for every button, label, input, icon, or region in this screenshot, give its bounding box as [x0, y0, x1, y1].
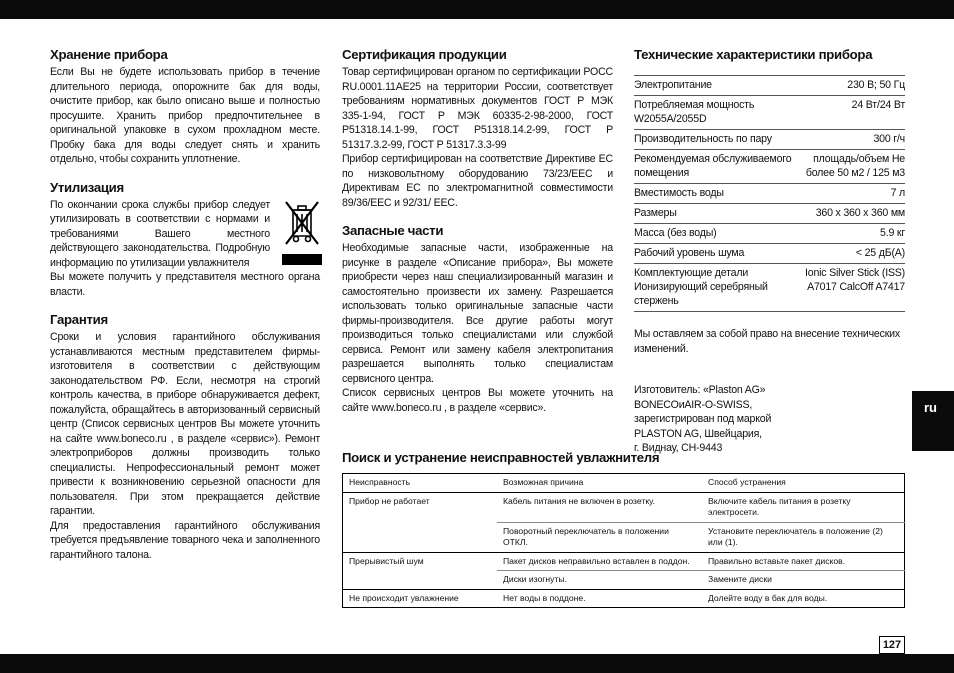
specs-title: Технические характеристики прибора [634, 47, 873, 62]
cell-fault: Прибор не работает [343, 492, 498, 522]
spec-value: Ionic Silver Stick (ISS) A7017 CalcOff A7417 [804, 264, 905, 312]
table-row [634, 224, 905, 244]
table-row [634, 244, 905, 264]
spec-label: Вместимость воды [634, 184, 804, 204]
header-fault: Неисправность [349, 477, 411, 487]
table-row [634, 184, 905, 204]
spec-label: Размеры [634, 204, 804, 224]
cell-fix: Замените диски [702, 571, 905, 590]
parts-section [342, 223, 613, 415]
parts-text-2: Список сервисных центров Вы можете уточнить на сайте www.boneco.ru , в разделе «сервис». [342, 387, 613, 414]
troubleshooting-table [342, 473, 905, 608]
manufacturer-line: г. Виднау, CH-9443 [634, 442, 723, 454]
certification-text: Товар сертифицирован органом по сертификации РОСС RU.0001.11АЕ25 на территории России, соответствует требованиям нормативных документов ГОСТ Р МЭК 335-1-94, ГОСТ Р МЭК 60335-2-98-2000, ГОСТ Р51318.14.1-99, ГОСТ Р51318.14.2-99, ГОСТ Р 51317.3.2-99, ГОСТ Р 51317.3.3-99 [342, 66, 613, 151]
specs-notice: Мы оставляем за собой право на внесение технических изменений. [634, 328, 900, 355]
parts-title: Запасные части [342, 223, 444, 238]
troubleshooting-section [342, 450, 905, 608]
storage-text: Если Вы не будете использовать прибор в течение длительного периода, опорожните бак для воды, очистите прибор, как было описано выше и полностью просушите. Хранить прибор предпочтительнее в оригинальной упаковке в сухом прохладном месте. Пробку бака для воды следует снять и хранить отдельно, чтобы сохранить уплотнение. [50, 66, 320, 165]
table-row [343, 552, 905, 571]
warranty-title: Гарантия [50, 312, 108, 327]
top-bar [0, 0, 954, 19]
certification-section [342, 47, 613, 210]
warranty-text-2: Для предоставления гарантийного обслуживания требуется предъявление товарного чека и заполненного гарантийного талона. [50, 519, 320, 561]
disposal-bar [282, 254, 322, 265]
parts-text: Необходимые запасные части, изображенные на рисунке в разделе «Описание прибора», Вы можете приобрести через наш специализированный магазин и самостоятельно произвести их замену. Разрешается использовать только оригинальные запасные части фирмы-производителя. Все другие работы могут производиться только специалистами или службой сервиса. Ремонт или замену кабеля электропитания разрешается выполнять только специалистам сервисного центра. [342, 242, 613, 385]
warranty-section [50, 312, 320, 562]
table-row [343, 492, 905, 522]
troubleshooting-title: Поиск и устранение неисправностей увлажнителя [342, 450, 660, 465]
manufacturer-line: PLASTON AG, Швейцария, [634, 427, 762, 440]
spec-label: Рабочий уровень шума [634, 244, 804, 264]
disposal-text: По окончании срока службы прибор следует утилизировать в соответствии с нормами и требованиями Вашего местного действующего законодательства. Подробную информацию по утилизации увлажнителя [50, 198, 270, 269]
page-number: 127 [879, 636, 905, 654]
spec-value: < 25 дБ(А) [804, 244, 905, 264]
table-row [634, 130, 905, 150]
cell-fix: Включите кабель питания в розетку электросети. [702, 492, 905, 522]
cell-cause: Диски изогнуты. [497, 571, 702, 590]
table-row [343, 571, 905, 590]
disposal-text-2: Вы можете получить у представителя местного органа власти. [50, 271, 320, 298]
header-cause: Возможная причина [503, 477, 584, 487]
manufacturer-line: Изготовитель: «Plaston AG» [634, 384, 766, 396]
disposal-title: Утилизация [50, 179, 124, 195]
table-row [343, 589, 905, 608]
cell-cause: Поворотный переключатель в положении ОТКЛ. [497, 522, 702, 552]
spec-value: 230 В; 50 Гц [804, 76, 905, 96]
storage-section [50, 47, 320, 167]
warranty-text: Сроки и условия гарантийного обслуживания устанавливаются местным представителем фирмы-изготовителя в соответствии с действующим законодательством РФ. Если, несмотря на строгий контроль качества, в приборе обнаруживается дефект, пожалуйста, обращайтесь в авторизованный сервисный центр (Список сервисных центров Вы можете уточнить на сайте www.boneco.ru , в разделе «сервис»). Ремонт электроприборов должны производить только специалисты. Непрофессиональный ремонт может привести к возникновению серьезной опасности для пользователя. При этом прекращается действие гарантии. [50, 331, 320, 517]
table-row [343, 522, 905, 552]
language-tab: ru [912, 391, 954, 451]
spec-value: 300 г/ч [804, 130, 905, 150]
table-row [634, 76, 905, 96]
manufacturer-info [634, 383, 905, 456]
column-middle [342, 47, 613, 428]
cell-cause: Нет воды в поддоне. [497, 589, 702, 608]
cell-fault [343, 571, 498, 590]
table-header-row [343, 474, 905, 493]
manufacturer-line: BONECOиAIR-O-SWISS, [634, 398, 753, 411]
spec-label: Масса (без воды) [634, 224, 804, 244]
table-row [634, 150, 905, 184]
spec-label: Потребляемая мощность W2055A/2055D [634, 96, 804, 130]
specs-table [634, 75, 905, 312]
cell-fault: Прерывистый шум [343, 552, 498, 571]
spec-label: Комплектующие детали Ионизирующий серебряный стержень [634, 264, 804, 312]
spec-label: Электропитание [634, 76, 804, 96]
certification-title: Сертификация продукции [342, 47, 507, 62]
table-row [634, 204, 905, 224]
cell-fault [343, 522, 498, 552]
header-fix: Способ устранения [708, 477, 786, 487]
crossed-out-bin-icon [282, 198, 322, 248]
column-right [634, 47, 905, 456]
manufacturer-line: зарегистрирован под маркой [634, 413, 772, 425]
spec-value: 24 Вт/24 Вт [804, 96, 905, 130]
table-row [634, 96, 905, 130]
disposal-section [50, 180, 320, 300]
spec-value: 360 x 360 x 360 мм [804, 204, 905, 224]
cell-fault: Не происходит увлажнение [343, 589, 498, 608]
cell-fix: Установите переключатель в положение (2) или (1). [702, 522, 905, 552]
table-row [634, 264, 905, 312]
cell-fix: Долейте воду в бак для воды. [702, 589, 905, 608]
storage-title: Хранение прибора [50, 47, 168, 62]
cell-cause: Пакет дисков неправильно вставлен в поддон. [497, 552, 702, 571]
cell-cause: Кабель питания не включен в розетку. [497, 492, 702, 522]
cell-fix: Правильно вставьте пакет дисков. [702, 552, 905, 571]
spec-label: Производительность по пару [634, 130, 804, 150]
spec-value: площадь/объем Не более 50 м2 / 125 м3 [804, 150, 905, 184]
spec-value: 7 л [804, 184, 905, 204]
bottom-bar [0, 654, 954, 673]
column-left [50, 47, 320, 575]
spec-label: Рекомендуемая обслуживаемого помещения [634, 150, 804, 184]
certification-text-2: Прибор сертифицирован на соответствие Директиве ЕС по низковольтному оборудованию 73/23/ЕЕС и Директивам ЕС по электромагнитной совместимости 89/36/ЕЕС и 92/31/ ЕЕС. [342, 153, 613, 209]
spec-value: 5.9 кг [804, 224, 905, 244]
